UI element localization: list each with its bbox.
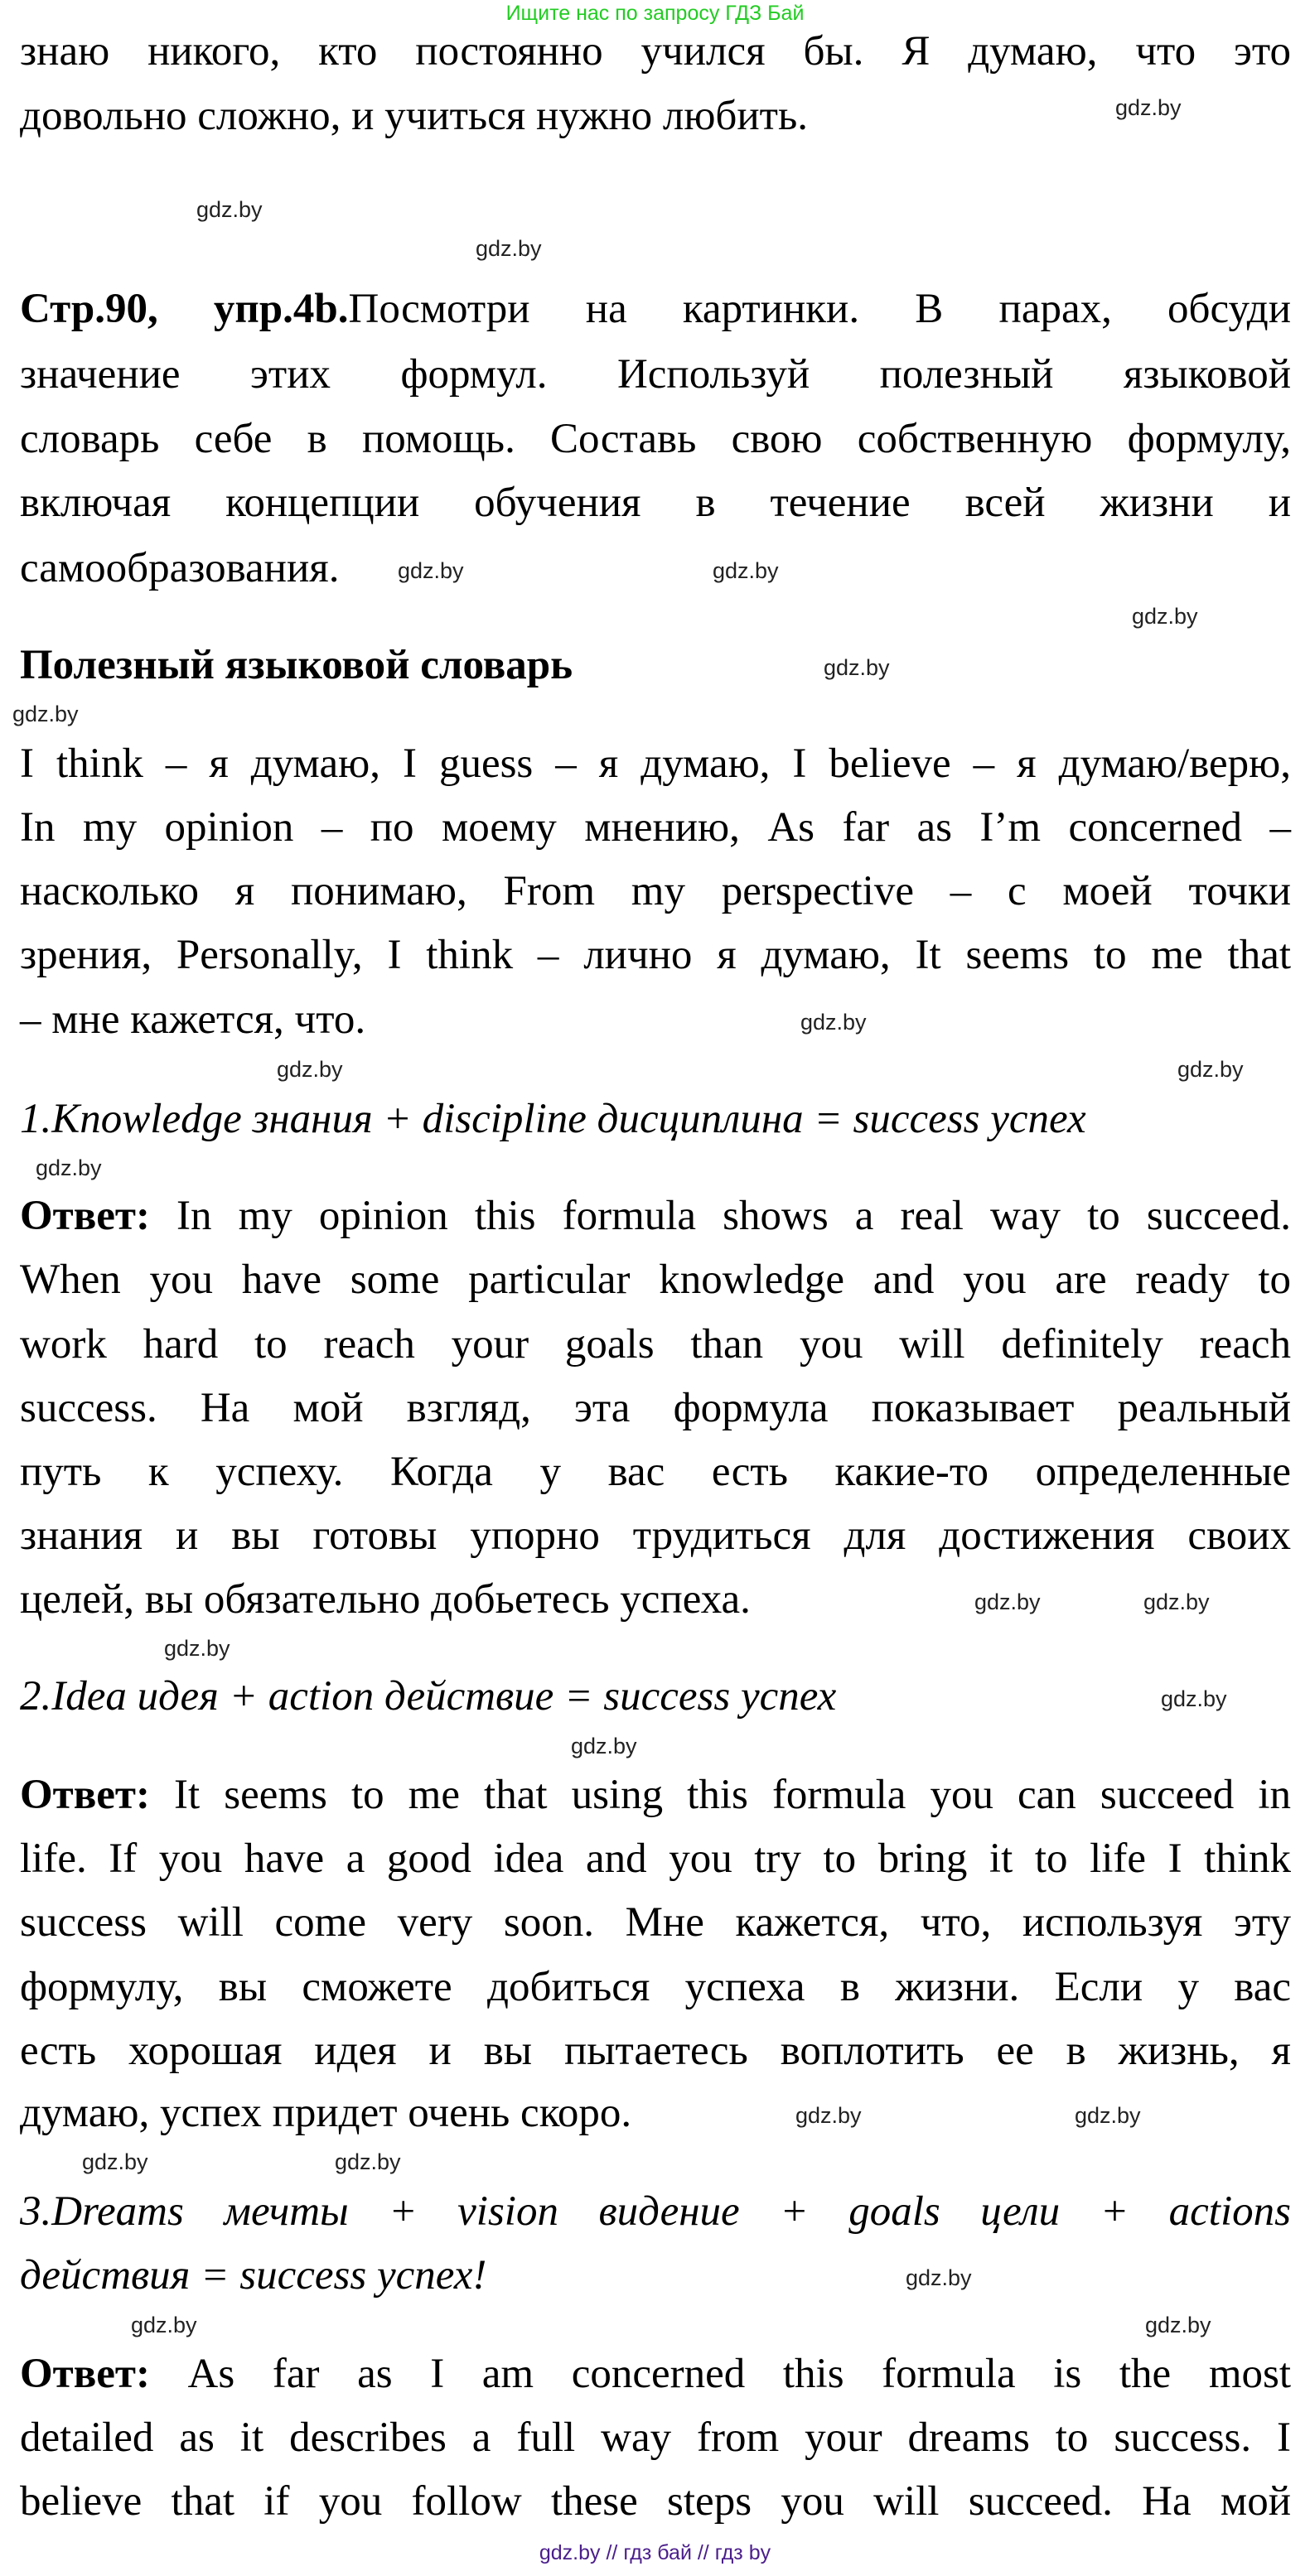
bold-label: Ответ: [20,1193,150,1239]
text-line [20,926,1291,984]
text-line [20,1251,1291,1309]
text-line [20,2246,486,2304]
line-text: знания и вы готовы упорно трудиться для достижения своих [20,1512,1291,1559]
watermark: gdz.by [906,2265,972,2290]
text-line [20,735,1291,793]
watermark: gdz.by [398,558,464,583]
line-text: believe that if you follow these steps you will succeed. На мой [20,2478,1291,2525]
line-text: путь к успеху. Когда у вас есть какие-то определенные [20,1449,1291,1495]
text-line [20,474,1291,532]
search-banner: Ищите нас по запросу ГДЗ Бай [505,2,805,25]
line-text: включая концепции обучения в течение всей жизни и [20,480,1291,526]
watermark: gdz.by [824,655,890,680]
text-line [20,2022,1291,2080]
line-text: In my opinion this formula shows a real way to succeed. [149,1193,1291,1239]
text-line [20,2084,631,2142]
text-line [20,280,1291,338]
line-text: I think – я думаю, I guess – я думаю, I believe – я думаю/верю, [20,740,1291,787]
line-text: значение этих формул. Используй полезный языковой [20,351,1291,398]
watermark: gdz.by [800,1010,867,1035]
text-line [20,1379,1291,1437]
text-line [20,345,1291,403]
text-line [20,1766,1291,1824]
watermark: gdz.by [795,2103,862,2128]
watermark: gdz.by [1075,2103,1141,2128]
footer-links[interactable]: gdz.by // гдз бай // гдз by [539,2541,771,2564]
bold-label: Ответ: [20,2351,150,2397]
line-text: success. На мой взгляд, эта формула показывает реальный [20,1385,1291,1431]
text-line [20,2183,1291,2241]
watermark: gdz.by [1143,1589,1210,1614]
line-text: словарь себе в помощь. Составь свою собственную формулу, [20,416,1291,462]
line-text: work hard to reach your goals than you will definitely reach [20,1321,1291,1368]
watermark: gdz.by [571,1734,637,1758]
text-line [20,2472,1291,2530]
line-text: detailed as it describes a full way from your dreams to success. I [20,2414,1291,2461]
text-line [20,2345,1291,2403]
text-line [20,636,573,694]
bold-label: Стр.90, упр.4b. [20,286,349,332]
line-text: In my opinion – по моему мнению, As far as I’m concerned – [20,804,1291,851]
watermark: gdz.by [335,2149,401,2174]
bold-label: Ответ: [20,1772,150,1818]
line-text: 3.Dreams мечты + vision видение + goals цели + actions [20,2188,1291,2235]
text-line [20,1187,1291,1245]
watermark: gdz.by [713,558,779,583]
text-line [20,1443,1291,1501]
line-text: целей, вы обязательно добьетесь успеха. [20,1576,751,1623]
text-line [20,539,339,597]
text-line [20,87,808,145]
watermark: gdz.by [12,702,79,726]
line-text: довольно сложно, и учиться нужно любить. [20,93,808,139]
line-text: As far as I am concerned this formula is the most [149,2351,1291,2397]
text-line [20,1570,751,1628]
line-text: знаю никого, кто постоянно учился бы. Я думаю, что это [20,28,1291,75]
watermark: gdz.by [974,1589,1041,1614]
watermark: gdz.by [36,1155,102,1180]
text-line [20,22,1291,80]
line-text: зрения, Personally, I think – лично я думаю, It seems to me that [20,932,1291,978]
line-text: действия = success успех! [20,2252,487,2299]
watermark: gdz.by [1177,1057,1244,1082]
line-text: life. If you have a good idea and you try to bring it to life I think [20,1836,1291,1882]
watermark: gdz.by [277,1057,343,1082]
text-line [20,1667,836,1725]
line-text: Посмотри на картинки. В парах, обсуди [348,286,1291,332]
text-line [20,1507,1291,1565]
line-text: думаю, успех придет очень скоро. [20,2090,632,2136]
watermark: gdz.by [196,197,263,222]
watermark: gdz.by [1145,2313,1211,2337]
text-line [20,991,365,1049]
watermark: gdz.by [476,236,542,261]
line-text: насколько я понимаю, From my perspective – с моей точки [20,868,1291,914]
text-line [20,1090,1086,1148]
text-line [20,798,1291,856]
line-text: When you have some particular knowledge and you are ready to [20,1257,1291,1303]
text-line [20,862,1291,920]
line-text: самообразования. [20,545,340,591]
line-text: 1.Knowledge знания + discipline дисциплина = success успех [20,1096,1086,1142]
text-line [20,410,1291,468]
watermark: gdz.by [131,2313,197,2337]
watermark: gdz.by [1115,95,1182,120]
line-text: формулу, вы сможете добиться успеха в жизни. Если у вас [20,1964,1291,2010]
text-line [20,1893,1291,1951]
watermark: gdz.by [1161,1686,1227,1711]
text-line [20,1958,1291,2016]
line-text: – мне кажется, что. [20,996,366,1043]
text-line [20,1830,1291,1888]
line-text: 2.Idea идея + action действие = success успех [20,1673,837,1720]
line-text: success will come very soon. Мне кажется, что, используя эту [20,1899,1291,1946]
line-text: It seems to me that using this formula you can succeed in [149,1772,1291,1818]
text-line [20,2409,1291,2467]
watermark: gdz.by [1132,604,1198,629]
text-line [20,1315,1291,1373]
bold-label: Полезный языковой словарь [20,642,573,688]
watermark: gdz.by [164,1636,230,1661]
line-text: есть хорошая идея и вы пытаетесь воплотить ее в жизнь, я [20,2028,1291,2074]
watermark: gdz.by [82,2149,148,2174]
